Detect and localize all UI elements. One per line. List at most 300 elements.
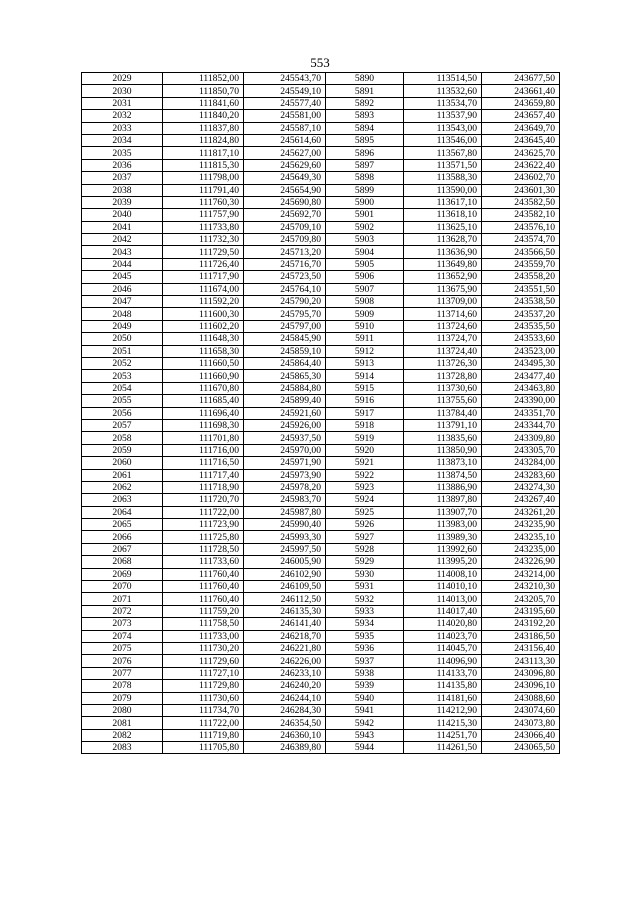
point-number-cell: 5934: [326, 618, 404, 630]
x-coordinate-cell: 111733,60: [163, 556, 244, 568]
table-row: [82, 110, 560, 122]
point-number-cell: 5928: [326, 543, 404, 555]
coordinates-table: [81, 72, 560, 754]
x-coordinate-cell: 111758,50: [163, 618, 244, 630]
y-coordinate-cell: 243309,80: [482, 432, 560, 444]
table-row: [82, 85, 560, 97]
point-number-cell: 5919: [326, 432, 404, 444]
point-number-cell: 2061: [82, 469, 163, 481]
y-coordinate-cell: 243226,90: [482, 556, 560, 568]
x-coordinate-cell: 113850,90: [404, 444, 482, 456]
x-coordinate-cell: 111727,10: [163, 667, 244, 679]
point-number-cell: 2057: [82, 419, 163, 431]
y-coordinate-cell: 243602,70: [482, 172, 560, 184]
y-coordinate-cell: 246141,40: [244, 618, 326, 630]
y-coordinate-cell: 243574,70: [482, 234, 560, 246]
x-coordinate-cell: 113537,90: [404, 110, 482, 122]
coordinates-table-body: [82, 73, 560, 754]
x-coordinate-cell: 113886,90: [404, 481, 482, 493]
x-coordinate-cell: 111685,40: [163, 395, 244, 407]
table-row: [82, 296, 560, 308]
point-number-cell: 5904: [326, 246, 404, 258]
y-coordinate-cell: 243073,80: [482, 717, 560, 729]
table-row: [82, 395, 560, 407]
point-number-cell: 5916: [326, 395, 404, 407]
y-coordinate-cell: 246226,00: [244, 655, 326, 667]
table-row: [82, 531, 560, 543]
y-coordinate-cell: 245543,70: [244, 73, 326, 85]
y-coordinate-cell: 243235,00: [482, 543, 560, 555]
x-coordinate-cell: 113514,50: [404, 73, 482, 85]
x-coordinate-cell: 113628,70: [404, 234, 482, 246]
table-row: [82, 172, 560, 184]
y-coordinate-cell: 243267,40: [482, 494, 560, 506]
point-number-cell: 2036: [82, 159, 163, 171]
point-number-cell: 2046: [82, 283, 163, 295]
y-coordinate-cell: 243096,10: [482, 680, 560, 692]
table-row: [82, 630, 560, 642]
y-coordinate-cell: 243113,30: [482, 655, 560, 667]
x-coordinate-cell: 113709,00: [404, 296, 482, 308]
x-coordinate-cell: 111696,40: [163, 407, 244, 419]
table-row: [82, 556, 560, 568]
x-coordinate-cell: 111760,40: [163, 581, 244, 593]
y-coordinate-cell: 245987,80: [244, 506, 326, 518]
x-coordinate-cell: 113897,80: [404, 494, 482, 506]
y-coordinate-cell: 246102,90: [244, 568, 326, 580]
x-coordinate-cell: 113534,70: [404, 97, 482, 109]
x-coordinate-cell: 111837,80: [163, 122, 244, 134]
table-row: [82, 568, 560, 580]
x-coordinate-cell: 113907,70: [404, 506, 482, 518]
table-row: [82, 519, 560, 531]
x-coordinate-cell: 113983,00: [404, 519, 482, 531]
table-row: [82, 184, 560, 196]
y-coordinate-cell: 243533,60: [482, 333, 560, 345]
point-number-cell: 5932: [326, 593, 404, 605]
y-coordinate-cell: 243192,20: [482, 618, 560, 630]
point-number-cell: 5924: [326, 494, 404, 506]
table-row: [82, 147, 560, 159]
x-coordinate-cell: 114133,70: [404, 667, 482, 679]
table-row: [82, 221, 560, 233]
point-number-cell: 2078: [82, 680, 163, 692]
table-row: [82, 134, 560, 146]
y-coordinate-cell: 245971,90: [244, 457, 326, 469]
x-coordinate-cell: 111815,30: [163, 159, 244, 171]
x-coordinate-cell: 111602,20: [163, 320, 244, 332]
point-number-cell: 5897: [326, 159, 404, 171]
y-coordinate-cell: 245713,20: [244, 246, 326, 258]
x-coordinate-cell: 111674,00: [163, 283, 244, 295]
point-number-cell: 5925: [326, 506, 404, 518]
x-coordinate-cell: 111729,60: [163, 655, 244, 667]
x-coordinate-cell: 113532,60: [404, 85, 482, 97]
y-coordinate-cell: 245723,50: [244, 271, 326, 283]
y-coordinate-cell: 243210,30: [482, 581, 560, 593]
x-coordinate-cell: 111850,70: [163, 85, 244, 97]
y-coordinate-cell: 243235,10: [482, 531, 560, 543]
table-row: [82, 642, 560, 654]
y-coordinate-cell: 243074,60: [482, 704, 560, 716]
point-number-cell: 5911: [326, 333, 404, 345]
point-number-cell: 2035: [82, 147, 163, 159]
table-row: [82, 692, 560, 704]
x-coordinate-cell: 113714,60: [404, 308, 482, 320]
x-coordinate-cell: 113649,80: [404, 258, 482, 270]
y-coordinate-cell: 245978,20: [244, 481, 326, 493]
x-coordinate-cell: 111648,30: [163, 333, 244, 345]
y-coordinate-cell: 246244,10: [244, 692, 326, 704]
table-row: [82, 704, 560, 716]
table-row: [82, 234, 560, 246]
point-number-cell: 5900: [326, 196, 404, 208]
point-number-cell: 5935: [326, 630, 404, 642]
x-coordinate-cell: 111717,90: [163, 271, 244, 283]
x-coordinate-cell: 111757,90: [163, 209, 244, 221]
point-number-cell: 2070: [82, 581, 163, 593]
point-number-cell: 2067: [82, 543, 163, 555]
point-number-cell: 5930: [326, 568, 404, 580]
y-coordinate-cell: 243261,20: [482, 506, 560, 518]
x-coordinate-cell: 114251,70: [404, 729, 482, 741]
point-number-cell: 2062: [82, 481, 163, 493]
y-coordinate-cell: 243601,30: [482, 184, 560, 196]
point-number-cell: 5939: [326, 680, 404, 692]
y-coordinate-cell: 245587,10: [244, 122, 326, 134]
x-coordinate-cell: 111733,80: [163, 221, 244, 233]
point-number-cell: 2063: [82, 494, 163, 506]
table-row: [82, 370, 560, 382]
y-coordinate-cell: 245937,50: [244, 432, 326, 444]
y-coordinate-cell: 243463,80: [482, 382, 560, 394]
table-row: [82, 308, 560, 320]
point-number-cell: 2043: [82, 246, 163, 258]
x-coordinate-cell: 113873,10: [404, 457, 482, 469]
x-coordinate-cell: 113567,80: [404, 147, 482, 159]
x-coordinate-cell: 111798,00: [163, 172, 244, 184]
x-coordinate-cell: 113784,40: [404, 407, 482, 419]
y-coordinate-cell: 246354,50: [244, 717, 326, 729]
x-coordinate-cell: 113728,80: [404, 370, 482, 382]
point-number-cell: 5927: [326, 531, 404, 543]
point-number-cell: 5894: [326, 122, 404, 134]
point-number-cell: 2037: [82, 172, 163, 184]
point-number-cell: 2044: [82, 258, 163, 270]
x-coordinate-cell: 114010,10: [404, 581, 482, 593]
y-coordinate-cell: 245549,10: [244, 85, 326, 97]
point-number-cell: 5912: [326, 345, 404, 357]
table-row: [82, 97, 560, 109]
point-number-cell: 5893: [326, 110, 404, 122]
y-coordinate-cell: 243096,80: [482, 667, 560, 679]
x-coordinate-cell: 111760,40: [163, 568, 244, 580]
y-coordinate-cell: 243625,70: [482, 147, 560, 159]
point-number-cell: 2082: [82, 729, 163, 741]
x-coordinate-cell: 113652,90: [404, 271, 482, 283]
table-row: [82, 494, 560, 506]
point-number-cell: 5944: [326, 742, 404, 754]
x-coordinate-cell: 113618,10: [404, 209, 482, 221]
point-number-cell: 5891: [326, 85, 404, 97]
point-number-cell: 2047: [82, 296, 163, 308]
point-number-cell: 5890: [326, 73, 404, 85]
x-coordinate-cell: 111732,30: [163, 234, 244, 246]
x-coordinate-cell: 111722,00: [163, 506, 244, 518]
point-number-cell: 5937: [326, 655, 404, 667]
y-coordinate-cell: 243649,70: [482, 122, 560, 134]
point-number-cell: 2039: [82, 196, 163, 208]
table-row: [82, 258, 560, 270]
point-number-cell: 5938: [326, 667, 404, 679]
point-number-cell: 5909: [326, 308, 404, 320]
x-coordinate-cell: 113590,00: [404, 184, 482, 196]
table-row: [82, 667, 560, 679]
x-coordinate-cell: 113675,90: [404, 283, 482, 295]
y-coordinate-cell: 245764,10: [244, 283, 326, 295]
table-row: [82, 246, 560, 258]
point-number-cell: 2066: [82, 531, 163, 543]
x-coordinate-cell: 113791,10: [404, 419, 482, 431]
x-coordinate-cell: 113617,10: [404, 196, 482, 208]
point-number-cell: 5901: [326, 209, 404, 221]
x-coordinate-cell: 114096,90: [404, 655, 482, 667]
point-number-cell: 5936: [326, 642, 404, 654]
point-number-cell: 2045: [82, 271, 163, 283]
point-number-cell: 2030: [82, 85, 163, 97]
table-row: [82, 407, 560, 419]
y-coordinate-cell: 245790,20: [244, 296, 326, 308]
point-number-cell: 2065: [82, 519, 163, 531]
x-coordinate-cell: 111759,20: [163, 605, 244, 617]
y-coordinate-cell: 246112,50: [244, 593, 326, 605]
y-coordinate-cell: 243205,70: [482, 593, 560, 605]
x-coordinate-cell: 114013,00: [404, 593, 482, 605]
table-row: [82, 73, 560, 85]
x-coordinate-cell: 111723,90: [163, 519, 244, 531]
y-coordinate-cell: 246284,30: [244, 704, 326, 716]
point-number-cell: 5905: [326, 258, 404, 270]
point-number-cell: 2072: [82, 605, 163, 617]
point-number-cell: 2081: [82, 717, 163, 729]
table-row: [82, 581, 560, 593]
y-coordinate-cell: 243582,50: [482, 196, 560, 208]
point-number-cell: 2029: [82, 73, 163, 85]
y-coordinate-cell: 245692,70: [244, 209, 326, 221]
x-coordinate-cell: 114212,90: [404, 704, 482, 716]
y-coordinate-cell: 243195,60: [482, 605, 560, 617]
table-row: [82, 717, 560, 729]
x-coordinate-cell: 113724,40: [404, 345, 482, 357]
table-row: [82, 271, 560, 283]
y-coordinate-cell: 245845,90: [244, 333, 326, 345]
point-number-cell: 5902: [326, 221, 404, 233]
x-coordinate-cell: 114181,60: [404, 692, 482, 704]
x-coordinate-cell: 113726,30: [404, 357, 482, 369]
y-coordinate-cell: 243495,30: [482, 357, 560, 369]
x-coordinate-cell: 113546,00: [404, 134, 482, 146]
y-coordinate-cell: 245865,30: [244, 370, 326, 382]
point-number-cell: 5943: [326, 729, 404, 741]
x-coordinate-cell: 111600,30: [163, 308, 244, 320]
x-coordinate-cell: 111720,70: [163, 494, 244, 506]
x-coordinate-cell: 113625,10: [404, 221, 482, 233]
point-number-cell: 5940: [326, 692, 404, 704]
y-coordinate-cell: 245884,80: [244, 382, 326, 394]
y-coordinate-cell: 243582,10: [482, 209, 560, 221]
point-number-cell: 2040: [82, 209, 163, 221]
x-coordinate-cell: 113724,60: [404, 320, 482, 332]
x-coordinate-cell: 113588,30: [404, 172, 482, 184]
table-row: [82, 655, 560, 667]
y-coordinate-cell: 246233,10: [244, 667, 326, 679]
x-coordinate-cell: 113755,60: [404, 395, 482, 407]
point-number-cell: 2033: [82, 122, 163, 134]
table-row: [82, 680, 560, 692]
point-number-cell: 5931: [326, 581, 404, 593]
point-number-cell: 5922: [326, 469, 404, 481]
y-coordinate-cell: 243235,90: [482, 519, 560, 531]
y-coordinate-cell: 245709,80: [244, 234, 326, 246]
x-coordinate-cell: 111719,80: [163, 729, 244, 741]
y-coordinate-cell: 243186,50: [482, 630, 560, 642]
table-row: [82, 283, 560, 295]
y-coordinate-cell: 245577,40: [244, 97, 326, 109]
table-row: [82, 382, 560, 394]
x-coordinate-cell: 111716,50: [163, 457, 244, 469]
point-number-cell: 5918: [326, 419, 404, 431]
x-coordinate-cell: 111841,60: [163, 97, 244, 109]
point-number-cell: 2071: [82, 593, 163, 605]
y-coordinate-cell: 245864,40: [244, 357, 326, 369]
x-coordinate-cell: 113874,50: [404, 469, 482, 481]
x-coordinate-cell: 113992,60: [404, 543, 482, 555]
x-coordinate-cell: 111730,60: [163, 692, 244, 704]
table-row: [82, 457, 560, 469]
point-number-cell: 5933: [326, 605, 404, 617]
y-coordinate-cell: 245990,40: [244, 519, 326, 531]
point-number-cell: 5913: [326, 357, 404, 369]
y-coordinate-cell: 243661,40: [482, 85, 560, 97]
x-coordinate-cell: 111729,80: [163, 680, 244, 692]
x-coordinate-cell: 111729,50: [163, 246, 244, 258]
x-coordinate-cell: 114008,10: [404, 568, 482, 580]
y-coordinate-cell: 245899,40: [244, 395, 326, 407]
x-coordinate-cell: 111817,10: [163, 147, 244, 159]
y-coordinate-cell: 243274,30: [482, 481, 560, 493]
point-number-cell: 5926: [326, 519, 404, 531]
point-number-cell: 2080: [82, 704, 163, 716]
y-coordinate-cell: 246360,10: [244, 729, 326, 741]
y-coordinate-cell: 245581,00: [244, 110, 326, 122]
table-row: [82, 432, 560, 444]
y-coordinate-cell: 246389,80: [244, 742, 326, 754]
point-number-cell: 2083: [82, 742, 163, 754]
y-coordinate-cell: 243659,80: [482, 97, 560, 109]
x-coordinate-cell: 113636,90: [404, 246, 482, 258]
y-coordinate-cell: 243344,70: [482, 419, 560, 431]
x-coordinate-cell: 114017,40: [404, 605, 482, 617]
x-coordinate-cell: 111728,50: [163, 543, 244, 555]
x-coordinate-cell: 111725,80: [163, 531, 244, 543]
x-coordinate-cell: 111726,40: [163, 258, 244, 270]
y-coordinate-cell: 243066,40: [482, 729, 560, 741]
point-number-cell: 2034: [82, 134, 163, 146]
point-number-cell: 2069: [82, 568, 163, 580]
x-coordinate-cell: 113724,70: [404, 333, 482, 345]
x-coordinate-cell: 113730,60: [404, 382, 482, 394]
x-coordinate-cell: 111760,40: [163, 593, 244, 605]
point-number-cell: 2050: [82, 333, 163, 345]
y-coordinate-cell: 243523,00: [482, 345, 560, 357]
point-number-cell: 5899: [326, 184, 404, 196]
x-coordinate-cell: 111840,20: [163, 110, 244, 122]
point-number-cell: 5896: [326, 147, 404, 159]
x-coordinate-cell: 113835,60: [404, 432, 482, 444]
y-coordinate-cell: 246218,70: [244, 630, 326, 642]
y-coordinate-cell: 243576,10: [482, 221, 560, 233]
table-row: [82, 444, 560, 456]
y-coordinate-cell: 243657,40: [482, 110, 560, 122]
table-row: [82, 469, 560, 481]
table-row: [82, 729, 560, 741]
x-coordinate-cell: 111658,30: [163, 345, 244, 357]
y-coordinate-cell: 245973,90: [244, 469, 326, 481]
y-coordinate-cell: 243283,60: [482, 469, 560, 481]
y-coordinate-cell: 245997,50: [244, 543, 326, 555]
x-coordinate-cell: 111730,20: [163, 642, 244, 654]
x-coordinate-cell: 111722,00: [163, 717, 244, 729]
point-number-cell: 2079: [82, 692, 163, 704]
table-row: [82, 506, 560, 518]
y-coordinate-cell: 245795,70: [244, 308, 326, 320]
y-coordinate-cell: 243390,00: [482, 395, 560, 407]
table-row: [82, 618, 560, 630]
point-number-cell: 5895: [326, 134, 404, 146]
point-number-cell: 2048: [82, 308, 163, 320]
point-number-cell: 5908: [326, 296, 404, 308]
point-number-cell: 2032: [82, 110, 163, 122]
y-coordinate-cell: 243622,40: [482, 159, 560, 171]
point-number-cell: 2060: [82, 457, 163, 469]
y-coordinate-cell: 243351,70: [482, 407, 560, 419]
x-coordinate-cell: 111592,20: [163, 296, 244, 308]
y-coordinate-cell: 245921,60: [244, 407, 326, 419]
point-number-cell: 2052: [82, 357, 163, 369]
y-coordinate-cell: 243477,40: [482, 370, 560, 382]
point-number-cell: 5906: [326, 271, 404, 283]
x-coordinate-cell: 113989,30: [404, 531, 482, 543]
y-coordinate-cell: 243538,50: [482, 296, 560, 308]
point-number-cell: 2049: [82, 320, 163, 332]
point-number-cell: 2074: [82, 630, 163, 642]
y-coordinate-cell: 245970,00: [244, 444, 326, 456]
table-row: [82, 333, 560, 345]
point-number-cell: 2073: [82, 618, 163, 630]
x-coordinate-cell: 111734,70: [163, 704, 244, 716]
y-coordinate-cell: 243566,50: [482, 246, 560, 258]
y-coordinate-cell: 243305,70: [482, 444, 560, 456]
y-coordinate-cell: 245627,00: [244, 147, 326, 159]
x-coordinate-cell: 111760,30: [163, 196, 244, 208]
point-number-cell: 5898: [326, 172, 404, 184]
table-row: [82, 481, 560, 493]
point-number-cell: 2042: [82, 234, 163, 246]
point-number-cell: 5892: [326, 97, 404, 109]
y-coordinate-cell: 245654,90: [244, 184, 326, 196]
x-coordinate-cell: 114135,80: [404, 680, 482, 692]
point-number-cell: 2053: [82, 370, 163, 382]
